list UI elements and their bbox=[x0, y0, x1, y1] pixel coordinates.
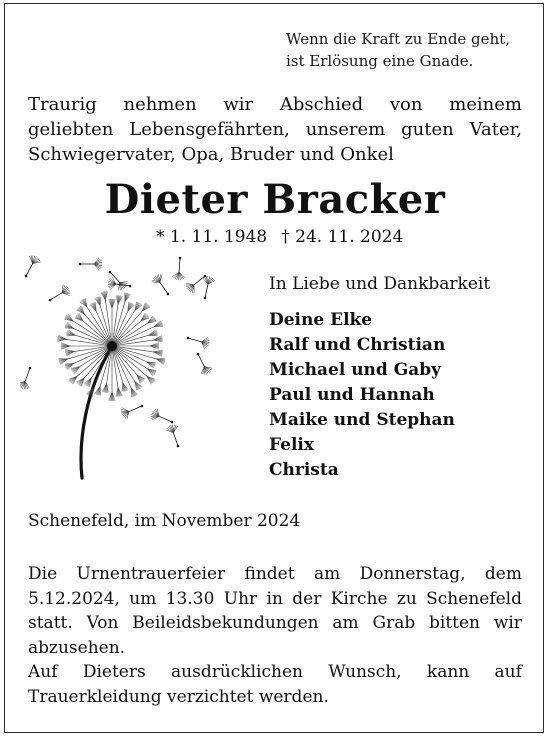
word: Die bbox=[28, 564, 58, 584]
word: in bbox=[266, 588, 283, 609]
word: Beileidsbekundungen bbox=[132, 613, 319, 633]
motto-line: Wenn die Kraft zu Ende geht, bbox=[286, 30, 510, 48]
intro-line bbox=[28, 117, 522, 142]
word: ausdrücklichen bbox=[171, 662, 303, 682]
word: wir bbox=[493, 613, 522, 633]
word: Schwiegervater, Opa, Bruder und Onkel bbox=[28, 144, 394, 165]
mourners-lead: In Liebe und Dankbarkeit bbox=[269, 274, 491, 294]
mourner-name: Michael und Gaby bbox=[269, 360, 442, 380]
word: dem bbox=[484, 564, 522, 584]
word: geliebten bbox=[28, 119, 114, 140]
death-date: † 24. 11. 2024 bbox=[281, 227, 404, 247]
service-line bbox=[28, 611, 522, 636]
word: um bbox=[129, 588, 157, 609]
place-date: Schenefeld, im November 2024 bbox=[28, 511, 301, 531]
mourner-name: Christa bbox=[269, 460, 339, 480]
mourner-name: Felix bbox=[269, 435, 315, 455]
word: am bbox=[313, 564, 341, 584]
dandelion-seeds bbox=[20, 256, 215, 448]
word: findet bbox=[244, 564, 295, 584]
word: Urnentrauerfeier bbox=[76, 564, 226, 584]
mourner-name: Deine Elke bbox=[269, 310, 373, 330]
word: Lebensgefährten, bbox=[129, 119, 290, 140]
service-text bbox=[28, 562, 522, 709]
word: wir bbox=[223, 94, 254, 115]
intro-text bbox=[28, 92, 522, 167]
dandelion-stem bbox=[81, 346, 112, 478]
deceased-name: Dieter Bracker bbox=[104, 176, 446, 223]
word: Dieters bbox=[82, 662, 146, 682]
word: nehmen bbox=[123, 94, 197, 115]
word: Vater, bbox=[469, 119, 522, 140]
mourner-name: Maike und Stephan bbox=[269, 410, 455, 430]
mourner-name: Paul und Hannah bbox=[269, 385, 435, 405]
word: bitten bbox=[429, 613, 481, 633]
word: Schenefeld bbox=[426, 588, 522, 609]
word: Wunsch, bbox=[328, 662, 402, 682]
word: guten bbox=[401, 119, 454, 140]
word: zu bbox=[396, 588, 417, 609]
word: 13.30 bbox=[165, 588, 215, 609]
mourner-name: Ralf und Christian bbox=[269, 335, 446, 355]
word: Auf bbox=[28, 662, 58, 682]
word: auf bbox=[494, 662, 522, 682]
word: Grab bbox=[372, 613, 416, 633]
dandelion-icon bbox=[20, 250, 230, 480]
service-line bbox=[28, 587, 522, 612]
motto bbox=[286, 28, 536, 72]
word: abzusehen. bbox=[28, 637, 126, 658]
word: Donnerstag, bbox=[359, 564, 466, 584]
word: meinem bbox=[449, 94, 522, 115]
word: kann bbox=[426, 662, 470, 682]
intro-line bbox=[28, 142, 522, 167]
word: von bbox=[389, 94, 423, 115]
motto-line: ist Erlösung eine Gnade. bbox=[286, 52, 474, 70]
life-dates bbox=[156, 227, 403, 247]
intro-line bbox=[28, 92, 522, 117]
word: Kirche bbox=[330, 588, 388, 609]
word: der bbox=[292, 588, 322, 609]
word: Abschied bbox=[279, 94, 364, 115]
word: statt. bbox=[28, 613, 73, 633]
word: 5.12.2024, bbox=[28, 588, 120, 609]
word: Traurig bbox=[28, 94, 97, 115]
word: Von bbox=[86, 613, 119, 633]
service-line bbox=[28, 685, 522, 710]
word: unserem bbox=[305, 119, 386, 140]
mourner-list bbox=[269, 308, 529, 483]
service-line bbox=[28, 562, 522, 587]
service-line bbox=[28, 636, 522, 661]
word: Trauerkleidung verzichtet werden. bbox=[28, 686, 329, 707]
service-line bbox=[28, 660, 522, 685]
word: Uhr bbox=[223, 588, 258, 609]
birth-date: * 1. 11. 1948 bbox=[156, 227, 268, 247]
word: am bbox=[332, 613, 359, 633]
dandelion-head bbox=[57, 291, 165, 401]
mourners bbox=[269, 272, 529, 483]
